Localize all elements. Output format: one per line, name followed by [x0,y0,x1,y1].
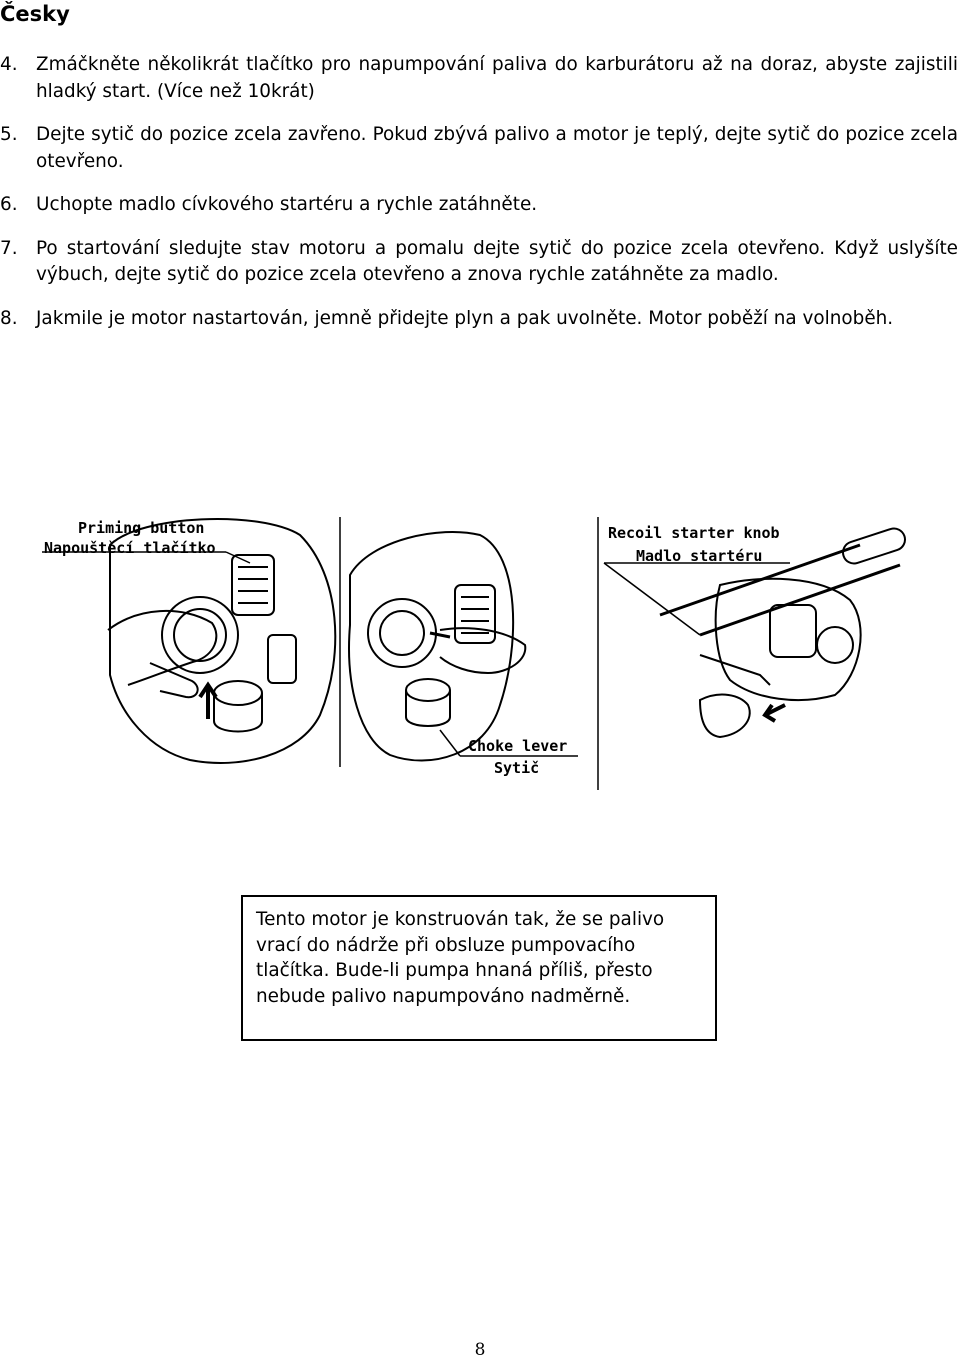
instruction-steps [0,52,958,349]
choke-lever-illustration [349,532,525,761]
step-text: Dejte sytič do pozice zcela zavřeno. Pokud zbývá palivo a motor je teplý, dejte sytič do pozice zcela otevřeno. [36,124,958,172]
note-text: Tento motor je konstruován tak, že se palivo vrací do nádrže při obsluze pumpovacího tlačítka. Bude-li pumpa hnaná příliš, přesto nebude palivo napumpováno nadměrně. [256,909,665,1007]
choke-lever-label-cz: Sytič [494,759,540,777]
step-number: 4. [0,54,18,75]
step-item [0,306,958,333]
step-text: Zmáčkněte několikrát tlačítko pro napumpování paliva do karburátoru až na doraz, abyste zajistili hladký start. (Více než 10krát) [36,54,958,102]
choke-lever-label-en: Choke lever [468,737,568,755]
note-box [241,895,717,1041]
step-text: Jakmile je motor nastartován, jemně přidejte plyn a pak uvolněte. Motor poběží na volnoběh. [36,307,894,329]
starting-illustrations [0,505,960,805]
step-item [0,122,958,175]
recoil-starter-label-cz: Madlo startéru [636,547,763,565]
step-number: 6. [0,194,18,215]
step-number: 7. [0,237,18,259]
step-item [0,52,958,105]
recoil-starter-label-en: Recoil starter knob [608,524,780,542]
step-item [0,192,958,219]
step-number: 8. [0,307,18,329]
step-number: 5. [0,124,18,145]
step-text: Uchopte madlo cívkového startéru a rychle zatáhněte. [36,194,538,215]
step-text: Po startování sledujte stav motoru a pomalu dejte sytič do pozice zcela otevřeno. Když uslyšíte výbuch, dejte sytič do pozice zcela otevřeno a znova rychle zatáhněte za madlo. [36,237,958,285]
priming-button-label-en: Priming button [78,519,205,537]
section-heading: Česky [0,2,70,26]
priming-button-label-cz: Napouštěcí tlačítko [44,539,216,557]
step-item [0,236,958,289]
page-number: 8 [474,1340,486,1360]
